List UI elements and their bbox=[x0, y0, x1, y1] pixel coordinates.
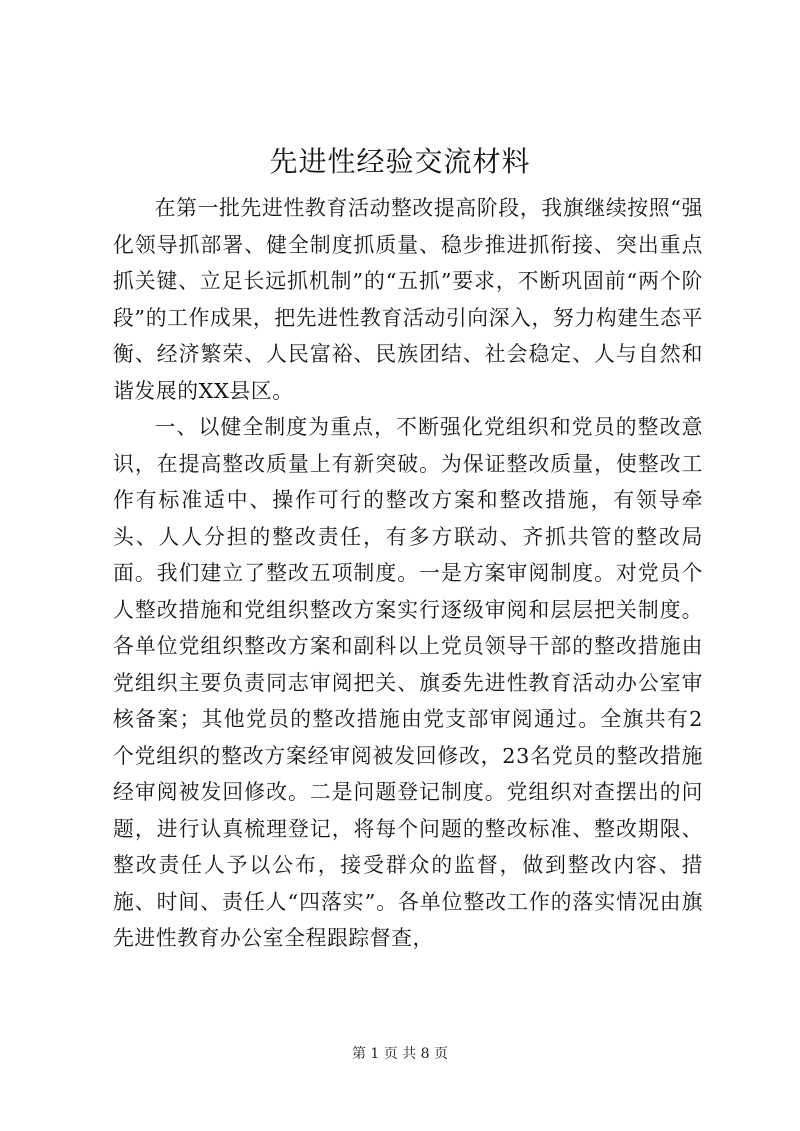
document-body bbox=[113, 190, 703, 957]
document-title: 先进性经验交流材料 bbox=[269, 145, 531, 178]
paragraph-intro: 在第一批先进性教育活动整改提高阶段，我旗继续按照“强化领导抓部署、健全制度抓质量、稳步推进抓衔接、突出重点抓关键、立足长远抓机制”的“五抓”要求，不断巩固前“两个阶段”的工作成果，把先进性教育活动引向深入，努力构建生态平衡、经济繁荣、人民富裕、民族团结、社会稳定、人与自然和谐发展的XX县区。 bbox=[113, 196, 703, 403]
page-number-footer: 第 1 页 共 8 页 bbox=[351, 1046, 449, 1062]
paragraph-section-one: 一、以健全制度为重点，不断强化党组织和党员的整改意识，在提高整改质量上有新突破。为保证整改质量，使整改工作有标准适中、操作可行的整改方案和整改措施，有领导牵头、人人分担的整改责任，有多方联动、齐抓共管的整改局面。我们建立了整改五项制度。一是方案审阅制度。对党员个人整改措施和党组织整改方案实行逐级审阅和层层把关制度。各单位党组织整改方案和副科以上党员领导干部的整改措施由党组织主要负责同志审阅把关、旗委先进性教育活动办公室审核备案；其他党员的整改措施由党支部审阅通过。全旗共有2个党组织的整改方案经审阅被发回修改，23名党员的整改措施经审阅被发回修改。二是问题登记制度。党组织对查摆出的问题，进行认真梳理登记，将每个问题的整改标准、整改期限、整改责任人予以公布，接受群众的监督，做到整改内容、措施、时间、责任人“四落实”。各单位整改工作的落实情况由旗先进性教育办公室全程跟踪督查， bbox=[113, 415, 703, 950]
